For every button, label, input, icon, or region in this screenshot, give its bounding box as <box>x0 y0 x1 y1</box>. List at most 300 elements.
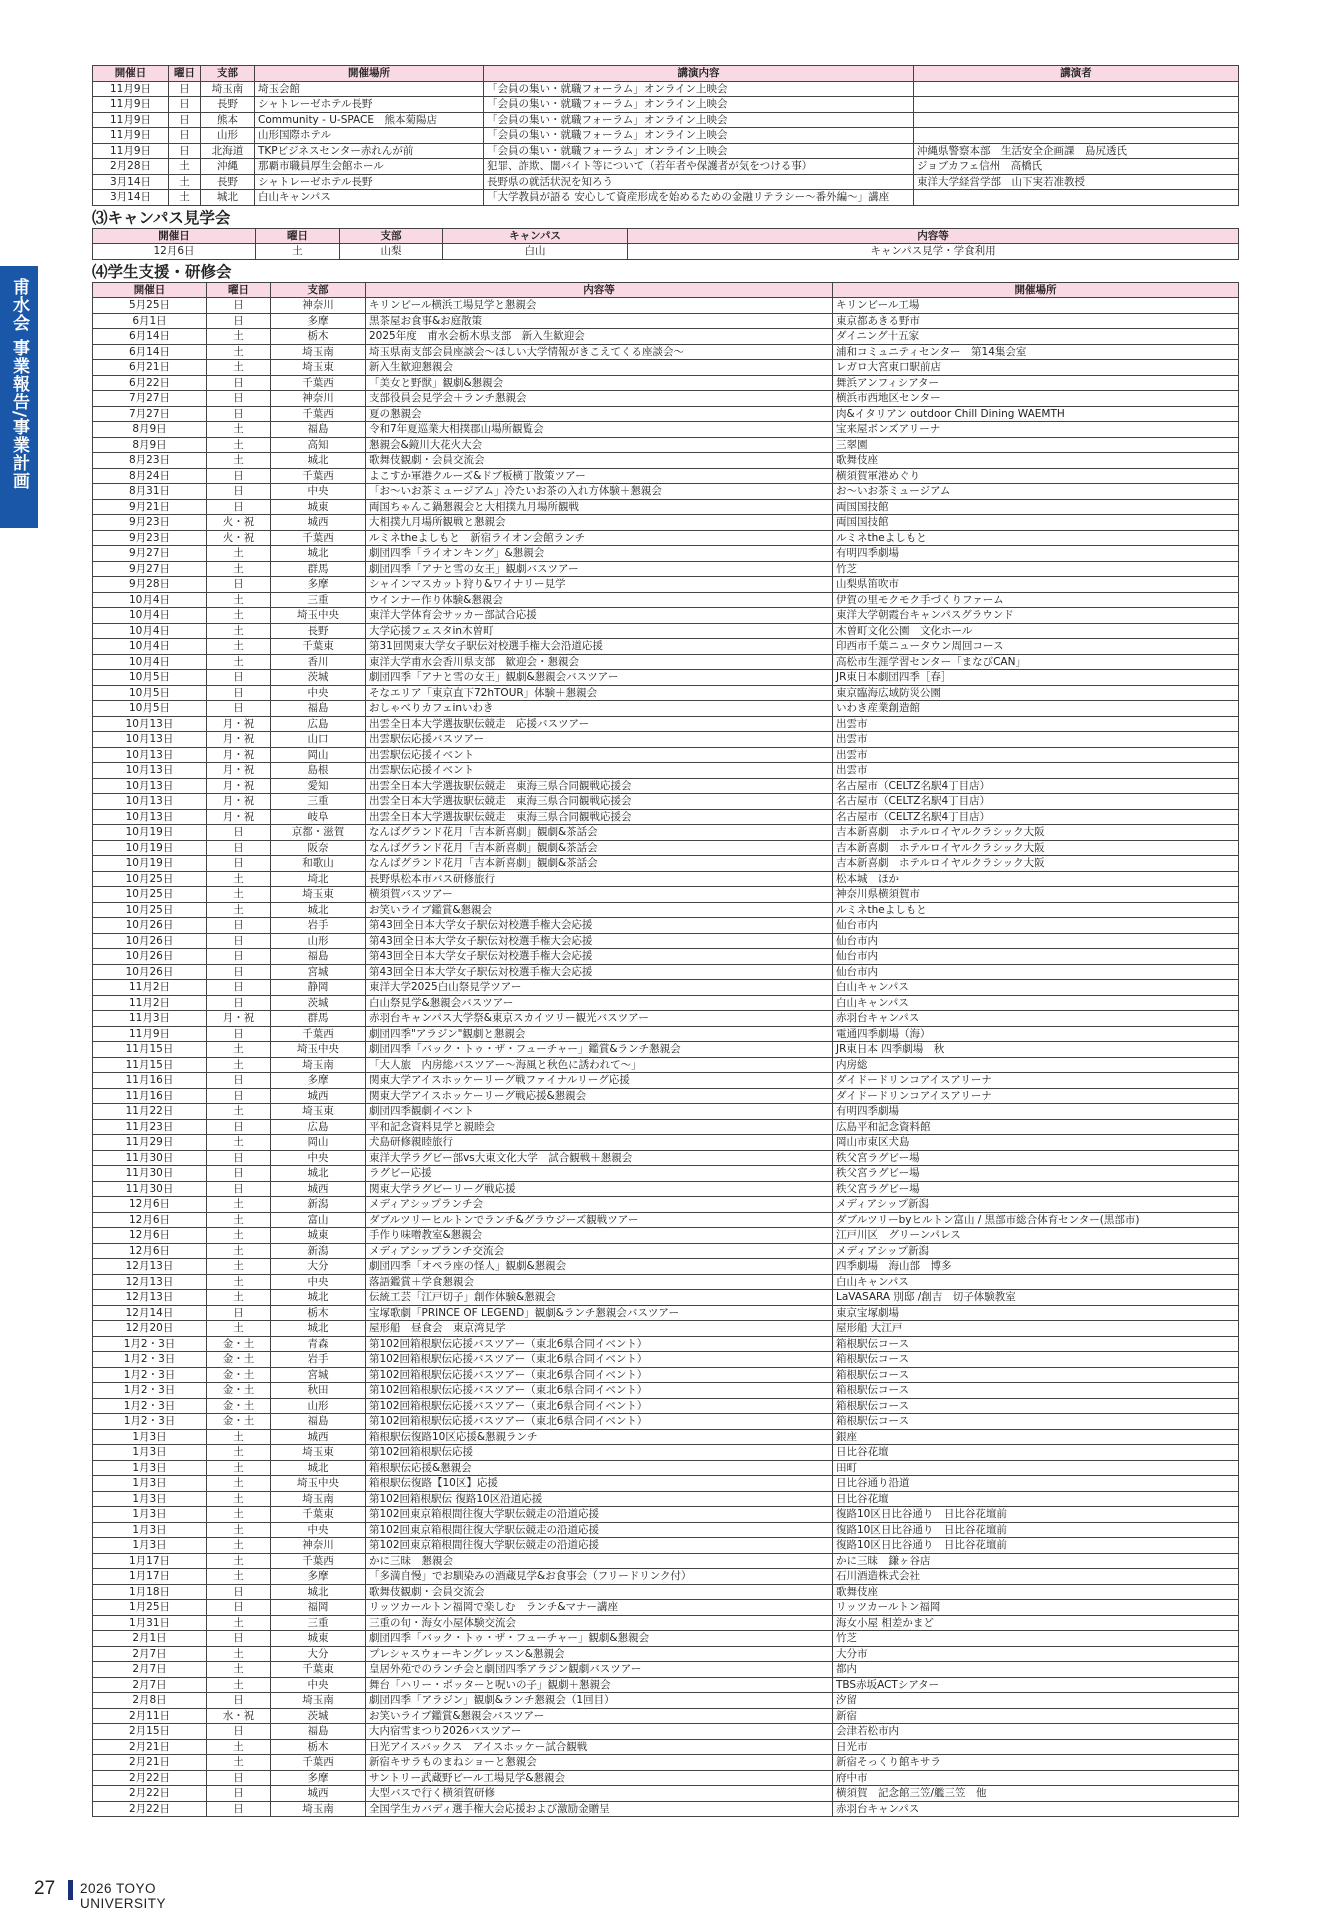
table-cell: 3月14日 <box>93 174 169 190</box>
table-cell: 赤羽台キャンパス <box>833 1011 1239 1027</box>
table-cell <box>914 128 1239 144</box>
table-row <box>93 1460 1239 1476</box>
table-cell: お～いお茶ミュージアム <box>833 484 1239 500</box>
footer-label: 2026 TOYO UNIVERSITY <box>80 1881 167 1911</box>
table-cell: 「大学教員が語る 安心して資産形成を始めるための金融リテラシー～番外編～」講座 <box>484 190 914 206</box>
table-cell: 神奈川 <box>271 1538 366 1554</box>
table-cell: 「会員の集い・就職フォーラム」オンライン上映会 <box>484 112 914 128</box>
table-cell: 皇居外苑でのランチ会と劇団四季アラジン観劇バスツアー <box>366 1662 833 1678</box>
table-cell: 土 <box>207 1274 271 1290</box>
table-row <box>93 856 1239 872</box>
table-cell: 千葉西 <box>271 1755 366 1771</box>
table-row <box>93 437 1239 453</box>
table-cell: メディアシップランチ交流会 <box>366 1243 833 1259</box>
table-cell: 2月22日 <box>93 1770 207 1786</box>
table-cell: 長野 <box>201 97 255 113</box>
table-cell: 懇親会&鏡川大花火大会 <box>366 437 833 453</box>
table-cell: 吉本新喜劇 ホテルロイヤルクラシック大阪 <box>833 825 1239 841</box>
table-cell: 出雲全日本大学選抜駅伝競走 東海三県合同観戦応援会 <box>366 794 833 810</box>
table-cell: 月・祝 <box>207 794 271 810</box>
table-cell: 11月2日 <box>93 980 207 996</box>
table-row <box>93 375 1239 391</box>
table-row <box>93 1150 1239 1166</box>
table-cell: 日 <box>207 577 271 593</box>
table-cell: 11月22日 <box>93 1104 207 1120</box>
table-cell: 埼玉中央 <box>271 1042 366 1058</box>
table-cell: 10月4日 <box>93 623 207 639</box>
table-cell: 土 <box>207 1646 271 1662</box>
table-row <box>93 81 1239 97</box>
table-row <box>93 298 1239 314</box>
table-cell: 日 <box>207 313 271 329</box>
table-row <box>93 964 1239 980</box>
table-row <box>93 623 1239 639</box>
table-cell: 高松市生涯学習センター「まなびCAN」 <box>833 654 1239 670</box>
table-cell: 京都・滋賀 <box>271 825 366 841</box>
table-cell: 「会員の集い・就職フォーラム」オンライン上映会 <box>484 81 914 97</box>
table-cell: 水・祝 <box>207 1708 271 1724</box>
table-cell: 犬島研修親睦旅行 <box>366 1135 833 1151</box>
table-row <box>93 1445 1239 1461</box>
table-cell <box>914 97 1239 113</box>
table-cell: 城北 <box>271 1166 366 1182</box>
table-cell: 土 <box>169 174 201 190</box>
table-cell: 月・祝 <box>207 763 271 779</box>
table-cell: 東洋大学朝霞台キャンパスグラウンド <box>833 608 1239 624</box>
table-cell: メディアシップランチ会 <box>366 1197 833 1213</box>
table-cell: 10月25日 <box>93 887 207 903</box>
table-cell: 第102回箱根駅伝応援バスツアー（東北6県合同イベント） <box>366 1352 833 1368</box>
table-cell: 日 <box>207 1305 271 1321</box>
table-cell: 日 <box>207 701 271 717</box>
table-row <box>93 1383 1239 1399</box>
table-cell: 日 <box>207 1584 271 1600</box>
table-row <box>93 1336 1239 1352</box>
table-row <box>93 190 1239 206</box>
table-cell: 海女小屋 相差かまど <box>833 1615 1239 1631</box>
table-cell: 山口 <box>271 732 366 748</box>
table-cell: 都内 <box>833 1662 1239 1678</box>
table-cell: 「お～いお茶ミュージアム」冷たいお茶の入れ方体験＋懇親会 <box>366 484 833 500</box>
table-cell: 11月15日 <box>93 1057 207 1073</box>
table-cell: 名古屋市（CELTZ名駅4丁目店） <box>833 809 1239 825</box>
table-cell: 埼玉南 <box>201 81 255 97</box>
table-cell: 中央 <box>271 484 366 500</box>
table-cell: 千葉東 <box>271 639 366 655</box>
campus-visit-header-row <box>93 228 1239 244</box>
table-cell: 伊賀の里モクモク手づくりファーム <box>833 592 1239 608</box>
table-cell: 中央 <box>271 1150 366 1166</box>
table-cell: 金・土 <box>207 1383 271 1399</box>
table-cell: 愛知 <box>271 778 366 794</box>
table-cell: 埼玉中央 <box>271 608 366 624</box>
table-cell: 茨城 <box>271 670 366 686</box>
table-cell: 千葉西 <box>271 1026 366 1042</box>
table-cell: 群馬 <box>271 1011 366 1027</box>
table-cell: 日 <box>207 933 271 949</box>
table-cell: 土 <box>207 871 271 887</box>
table-row <box>93 1708 1239 1724</box>
table-cell: 2月8日 <box>93 1693 207 1709</box>
table-row <box>93 1739 1239 1755</box>
table-cell: 新宿そっくり館キサラ <box>833 1755 1239 1771</box>
table-cell: 1月17日 <box>93 1553 207 1569</box>
table-cell: 和歌山 <box>271 856 366 872</box>
table-cell: 1月2・3日 <box>93 1352 207 1368</box>
table-cell: 1月2・3日 <box>93 1336 207 1352</box>
table-cell: 日 <box>207 1600 271 1616</box>
table-cell: 復路10区日比谷通り 日比谷花壇前 <box>833 1507 1239 1523</box>
table-cell: 日比谷通り沿道 <box>833 1476 1239 1492</box>
table-cell: 秩父宮ラグビー場 <box>833 1150 1239 1166</box>
table-cell: 第102回箱根駅伝応援バスツアー（東北6県合同イベント） <box>366 1336 833 1352</box>
table-cell: 1月3日 <box>93 1429 207 1445</box>
table-cell: 第102回箱根駅伝 復路10区沿道応援 <box>366 1491 833 1507</box>
table-cell: 劇団四季観劇イベント <box>366 1104 833 1120</box>
table-cell: 日 <box>207 375 271 391</box>
table-cell: 12月13日 <box>93 1274 207 1290</box>
table-cell: 金・土 <box>207 1367 271 1383</box>
table-cell: 東洋大学甫水会香川県支部 歓迎会・懇親会 <box>366 654 833 670</box>
table-cell: 11月9日 <box>93 81 169 97</box>
table-cell: 10月13日 <box>93 732 207 748</box>
table-cell: 2月7日 <box>93 1677 207 1693</box>
table-cell: 10月4日 <box>93 608 207 624</box>
column-header: 講演内容 <box>484 66 914 82</box>
table-cell: 青森 <box>271 1336 366 1352</box>
table-cell: 宝来屋ボンズアリーナ <box>833 422 1239 438</box>
table-cell: 日光アイスバックス アイスホッケー試合観戦 <box>366 1739 833 1755</box>
table-row <box>93 360 1239 376</box>
side-tab <box>0 266 38 528</box>
table-cell: 土 <box>207 1243 271 1259</box>
table-cell: 新宿 <box>833 1708 1239 1724</box>
table-cell: 大分市 <box>833 1646 1239 1662</box>
table-cell: 那覇市職員厚生会館ホール <box>255 159 484 175</box>
table-cell: 8月9日 <box>93 437 207 453</box>
table-cell: 第43回全日本大学女子駅伝対校選手権大会応援 <box>366 933 833 949</box>
table-cell: 2月28日 <box>93 159 169 175</box>
table-row <box>93 406 1239 422</box>
table-cell: 日 <box>207 856 271 872</box>
table-cell: 石川酒造株式会社 <box>833 1569 1239 1585</box>
table-cell: 東洋大学体育会サッカー部試合応援 <box>366 608 833 624</box>
table-cell: 城北 <box>271 453 366 469</box>
table-cell: JR東日本劇団四季［春］ <box>833 670 1239 686</box>
table-cell: 劇団四季「バック・トゥ・ザ・フューチャー」観劇&懇親会 <box>366 1631 833 1647</box>
table-cell: 土 <box>207 887 271 903</box>
table-cell: 日 <box>207 499 271 515</box>
table-cell: 日 <box>207 949 271 965</box>
table-cell: おしゃべりカフェinいわき <box>366 701 833 717</box>
table-cell: 犯罪、詐欺、闇バイト等について（若年者や保護者が気をつける事） <box>484 159 914 175</box>
table-cell: 城北 <box>201 190 255 206</box>
table-cell: 12月20日 <box>93 1321 207 1337</box>
table-cell: 日 <box>207 918 271 934</box>
table-cell: 1月3日 <box>93 1522 207 1538</box>
table-cell: 2月1日 <box>93 1631 207 1647</box>
table-row <box>93 530 1239 546</box>
table-row <box>93 1057 1239 1073</box>
table-cell: 出雲市 <box>833 763 1239 779</box>
table-row <box>93 143 1239 159</box>
table-cell: 白山キャンパス <box>833 980 1239 996</box>
table-cell: 白山キャンパス <box>255 190 484 206</box>
table-cell: 城西 <box>271 515 366 531</box>
table-cell: 栃木 <box>271 1739 366 1755</box>
table-cell: 10月26日 <box>93 918 207 934</box>
column-header: 内容等 <box>628 228 1239 244</box>
table-cell: 広島 <box>271 1119 366 1135</box>
table-cell: 11月23日 <box>93 1119 207 1135</box>
table-cell: 新潟 <box>271 1197 366 1213</box>
table-cell: 日 <box>207 406 271 422</box>
table-cell: 宮城 <box>271 964 366 980</box>
table-cell: 11月9日 <box>93 97 169 113</box>
table-cell: ルミネtheよしもと 新宿ライオン会館ランチ <box>366 530 833 546</box>
table-cell: ルミネtheよしもと <box>833 902 1239 918</box>
table-cell: 土 <box>207 1507 271 1523</box>
table-cell: 月・祝 <box>207 778 271 794</box>
table-cell: 舞浜アンフィシアター <box>833 375 1239 391</box>
table-cell: 関東大学アイスホッケーリーグ戦ファイナルリーグ応援 <box>366 1073 833 1089</box>
table-cell: リッツカールトン福岡 <box>833 1600 1239 1616</box>
table-cell: 月・祝 <box>207 716 271 732</box>
table-cell: 山梨 <box>340 244 443 260</box>
table-row <box>93 1569 1239 1585</box>
table-cell: 第102回東京箱根間往復大学駅伝競走の沿道応援 <box>366 1507 833 1523</box>
table-cell: 第43回全日本大学女子駅伝対校選手権大会応援 <box>366 964 833 980</box>
table-row <box>93 499 1239 515</box>
table-cell: 12月6日 <box>93 1197 207 1213</box>
table-cell: 9月27日 <box>93 561 207 577</box>
table-row <box>93 344 1239 360</box>
table-cell: 日 <box>169 81 201 97</box>
table-cell: 田町 <box>833 1460 1239 1476</box>
table-cell: 第102回箱根駅伝応援バスツアー（東北6県合同イベント） <box>366 1367 833 1383</box>
table-cell: 11月9日 <box>93 1026 207 1042</box>
table-cell: 箱根駅伝コース <box>833 1336 1239 1352</box>
table-row <box>93 1073 1239 1089</box>
page-content <box>92 65 1238 1817</box>
table-cell: 日 <box>207 1166 271 1182</box>
table-cell: 11月16日 <box>93 1073 207 1089</box>
table-cell: 日 <box>207 670 271 686</box>
table-row <box>93 515 1239 531</box>
table-cell: 東洋大学2025白山祭見学ツアー <box>366 980 833 996</box>
table-cell: 三重 <box>271 794 366 810</box>
table-cell: 11月15日 <box>93 1042 207 1058</box>
table-row <box>93 716 1239 732</box>
table-cell: 日 <box>207 1073 271 1089</box>
table-cell: 火・祝 <box>207 515 271 531</box>
table-cell: 横須賀軍港めぐり <box>833 468 1239 484</box>
table-cell <box>914 112 1239 128</box>
table-cell: 吉本新喜劇 ホテルロイヤルクラシック大阪 <box>833 856 1239 872</box>
table-cell: 有明四季劇場 <box>833 546 1239 562</box>
table-cell: 新潟 <box>271 1243 366 1259</box>
table-cell: 埼玉会館 <box>255 81 484 97</box>
table-row <box>93 1522 1239 1538</box>
table-cell: 日 <box>207 1631 271 1647</box>
table-cell: 箱根駅伝コース <box>833 1383 1239 1399</box>
table-cell: 8月24日 <box>93 468 207 484</box>
column-header: 講演者 <box>914 66 1239 82</box>
table-cell: 1月3日 <box>93 1491 207 1507</box>
column-header: 開催日 <box>93 282 207 298</box>
table-cell: 10月5日 <box>93 701 207 717</box>
table-cell: 2月21日 <box>93 1755 207 1771</box>
table-row <box>93 670 1239 686</box>
table-cell: 山形 <box>271 1398 366 1414</box>
table-cell: 10月4日 <box>93 654 207 670</box>
table-cell: そなエリア「東京直下72hTOUR」体験＋懇親会 <box>366 685 833 701</box>
table-cell: 広島平和記念資料館 <box>833 1119 1239 1135</box>
table-cell: 城北 <box>271 902 366 918</box>
table-cell: 1月3日 <box>93 1460 207 1476</box>
table-cell: ルミネtheよしもと <box>833 530 1239 546</box>
table-cell: 土 <box>207 360 271 376</box>
table-cell: 岡山 <box>271 747 366 763</box>
table-cell: 沖縄県警察本部 生活安全企画課 島尻透氏 <box>914 143 1239 159</box>
table-cell: 岡山市東区犬島 <box>833 1135 1239 1151</box>
table-cell: 1月2・3日 <box>93 1398 207 1414</box>
table-cell: 土 <box>207 1290 271 1306</box>
table-cell: 日 <box>207 1770 271 1786</box>
table-row <box>93 1600 1239 1616</box>
table-cell: 出雲駅伝応援イベント <box>366 747 833 763</box>
column-header: 支部 <box>340 228 443 244</box>
table-cell: 10月19日 <box>93 856 207 872</box>
table-cell: 会津若松市内 <box>833 1724 1239 1740</box>
table-cell: 夏の懇親会 <box>366 406 833 422</box>
table-cell: 仙台市内 <box>833 918 1239 934</box>
table-row <box>93 1398 1239 1414</box>
table-row <box>93 701 1239 717</box>
table-row <box>93 1662 1239 1678</box>
table-cell: 10月4日 <box>93 639 207 655</box>
table-cell: 出雲駅伝応援バスツアー <box>366 732 833 748</box>
column-header: 曜日 <box>207 282 271 298</box>
table-cell: 出雲全日本大学選抜駅伝競走 応援バスツアー <box>366 716 833 732</box>
table-cell: 埼玉南 <box>271 1491 366 1507</box>
table-row <box>93 1011 1239 1027</box>
table-cell: 土 <box>207 344 271 360</box>
table-cell: 1月3日 <box>93 1445 207 1461</box>
table-row <box>93 1693 1239 1709</box>
table-cell: 汐留 <box>833 1693 1239 1709</box>
table-cell: 出雲市 <box>833 732 1239 748</box>
table-cell: 土 <box>207 654 271 670</box>
table-cell: 日 <box>207 840 271 856</box>
table-cell: 島根 <box>271 763 366 779</box>
table-cell: 両国ちゃんこ鍋懇親会と大相撲九月場所観戦 <box>366 499 833 515</box>
table-cell: 屋形船 昼食会 東京湾見学 <box>366 1321 833 1337</box>
lectures-table <box>92 65 1239 206</box>
table-cell: 土 <box>207 1259 271 1275</box>
table-cell: 銀座 <box>833 1429 1239 1445</box>
table-cell: 宮城 <box>271 1367 366 1383</box>
table-cell: 2月7日 <box>93 1646 207 1662</box>
table-cell: 山形 <box>201 128 255 144</box>
table-cell: 秩父宮ラグビー場 <box>833 1166 1239 1182</box>
table-cell: 1月18日 <box>93 1584 207 1600</box>
table-cell: 中央 <box>271 1522 366 1538</box>
table-cell: 箱根駅伝コース <box>833 1367 1239 1383</box>
table-cell: 長野県松本市バス研修旅行 <box>366 871 833 887</box>
table-cell: 12月13日 <box>93 1259 207 1275</box>
table-row <box>93 391 1239 407</box>
table-row <box>93 1755 1239 1771</box>
table-row <box>93 1801 1239 1817</box>
table-row <box>93 1507 1239 1523</box>
table-cell: 電通四季劇場（海） <box>833 1026 1239 1042</box>
table-cell: ダブルツリーヒルトンでランチ&グラウジーズ観戦ツアー <box>366 1212 833 1228</box>
table-cell: 出雲市 <box>833 716 1239 732</box>
table-cell: シャトレーゼホテル長野 <box>255 97 484 113</box>
table-cell: TKPビジネスセンター赤れんが前 <box>255 143 484 159</box>
table-cell: 日 <box>207 1786 271 1802</box>
table-cell: 10月25日 <box>93 871 207 887</box>
table-cell: 城東 <box>271 1228 366 1244</box>
table-cell: 手作り味噌教室&懇親会 <box>366 1228 833 1244</box>
table-cell: 1月17日 <box>93 1569 207 1585</box>
table-cell: 福岡 <box>271 1600 366 1616</box>
table-cell: 第43回全日本大学女子駅伝対校選手権大会応援 <box>366 918 833 934</box>
table-cell: 静岡 <box>271 980 366 996</box>
table-row <box>93 1321 1239 1337</box>
table-cell: 伝統工芸「江戸切子」創作体験&懇親会 <box>366 1290 833 1306</box>
table-cell: 10月5日 <box>93 670 207 686</box>
table-cell: 金・土 <box>207 1352 271 1368</box>
table-cell: 赤羽台キャンパス <box>833 1801 1239 1817</box>
table-cell: 千葉西 <box>271 530 366 546</box>
table-row <box>93 577 1239 593</box>
table-cell: 黒茶屋お食事&お庭散策 <box>366 313 833 329</box>
table-cell: 2月21日 <box>93 1739 207 1755</box>
table-cell: お笑いライブ鑑賞&懇親会 <box>366 902 833 918</box>
table-cell: 第102回東京箱根間往復大学駅伝競走の沿道応援 <box>366 1538 833 1554</box>
table-cell: 土 <box>207 546 271 562</box>
table-cell: 2月7日 <box>93 1662 207 1678</box>
table-cell: 11月30日 <box>93 1181 207 1197</box>
table-cell: 千葉西 <box>271 468 366 484</box>
table-row <box>93 1104 1239 1120</box>
table-row <box>93 763 1239 779</box>
column-header: キャンパス <box>443 228 628 244</box>
table-cell: 仙台市内 <box>833 964 1239 980</box>
table-cell: 埼玉南 <box>271 1057 366 1073</box>
table-cell: シャトレーゼホテル長野 <box>255 174 484 190</box>
table-row <box>93 1197 1239 1213</box>
table-cell: 10月26日 <box>93 964 207 980</box>
table-cell: 阪奈 <box>271 840 366 856</box>
table-row <box>93 949 1239 965</box>
table-cell: 中央 <box>271 1677 366 1693</box>
table-cell: 土 <box>207 1491 271 1507</box>
table-cell: 土 <box>207 422 271 438</box>
table-cell: 東京臨海広域防災公園 <box>833 685 1239 701</box>
table-cell: 長野県の就活状況を知ろう <box>484 174 914 190</box>
table-cell: 全国学生カバディ選手権大会応援および激励金贈呈 <box>366 1801 833 1817</box>
table-cell: 日比谷花壇 <box>833 1445 1239 1461</box>
table-cell: 9月21日 <box>93 499 207 515</box>
table-cell: 劇団四季「バック・トゥ・ザ・フューチャー」鑑賞&ランチ懇親会 <box>366 1042 833 1058</box>
table-row <box>93 608 1239 624</box>
table-cell: 土 <box>207 902 271 918</box>
table-row <box>93 1476 1239 1492</box>
table-cell: 10月4日 <box>93 592 207 608</box>
